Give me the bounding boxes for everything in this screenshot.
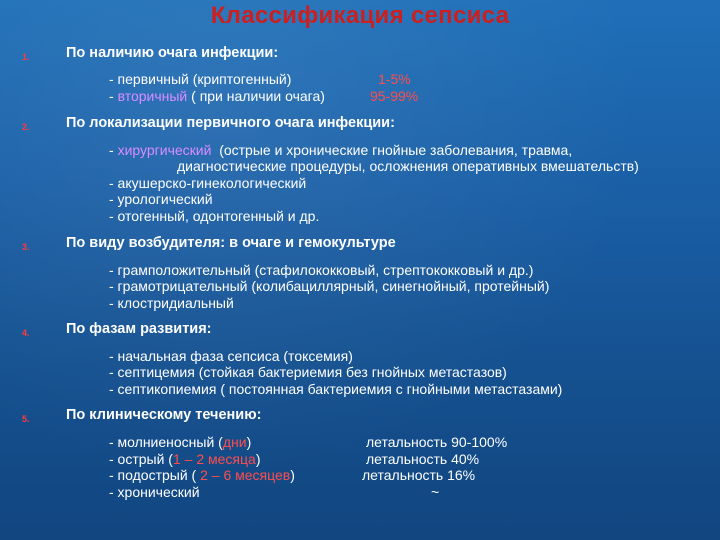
list-item: - грамотрицательный (колибациллярный, синегнойный, протейный) [109, 278, 550, 294]
section-heading: По клиническому течению: [66, 407, 262, 423]
list-dash: - [109, 142, 118, 158]
duration-value: 1 – 2 месяца [172, 451, 256, 467]
section-number: 4. [22, 328, 30, 338]
highlight-term: вторичный [117, 88, 188, 104]
mortality-value: ~ [431, 484, 440, 500]
section-number: 3. [22, 242, 30, 252]
list-text: - подострый ( [109, 467, 201, 483]
list-text: ) [255, 451, 261, 467]
list-item: - септикопиемия ( постоянная бактериемия с гнойными метастазами) [109, 381, 563, 397]
list-item-continuation: диагностические процедуры, осложнения оперативных вмешательств) [177, 158, 639, 174]
list-text: - острый ( [109, 451, 173, 467]
list-item [109, 142, 572, 158]
list-item: - септицемия (стойкая бактериемия без гнойных метастазов) [109, 364, 507, 380]
duration-value: 2 – 6 месяцев [200, 467, 291, 483]
list-item [109, 451, 260, 467]
list-text: ) [290, 467, 295, 483]
list-item: - клостридиальный [109, 295, 234, 311]
list-text: - молниеносный ( [109, 434, 223, 450]
duration-value: дни [222, 434, 247, 450]
list-item [109, 88, 325, 104]
slide-title: Классификация сепсиса [210, 2, 510, 29]
list-item: - акушерско-гинекологический [109, 175, 307, 191]
mortality-value: летальность 16% [362, 467, 476, 483]
list-item: - начальная фаза сепсиса (токсемия) [109, 348, 353, 364]
mortality-value: летальность 90-100% [366, 434, 508, 450]
list-text: ( при наличии очага) [187, 88, 325, 104]
percent-value: 95-99% [370, 88, 419, 104]
list-item: - хронический [109, 484, 200, 500]
section-heading: По наличию очага инфекции: [66, 45, 279, 61]
list-text: (острые и хронические гнойные заболевания, травма, [211, 142, 573, 158]
section-number: 2. [22, 122, 30, 132]
section-number: 5. [22, 414, 30, 424]
list-dash: - [109, 88, 118, 104]
list-item [109, 467, 295, 483]
highlight-term: хирургический [117, 142, 212, 158]
section-heading: По локализации первичного очага инфекции: [66, 115, 395, 131]
section-number: 1. [22, 52, 30, 62]
list-item: - отогенный, одонтогенный и др. [109, 208, 320, 224]
mortality-value: летальность 40% [366, 451, 480, 467]
list-text: ) [246, 434, 252, 450]
list-item: - первичный (криптогенный) [109, 71, 292, 87]
list-item [109, 434, 251, 450]
section-heading: По виду возбудителя: в очаге и гемокультуре [66, 235, 396, 251]
percent-value: 1-5% [378, 71, 411, 87]
section-heading: По фазам развития: [66, 321, 212, 337]
list-item: - урологический [109, 191, 213, 207]
list-item: - грамположительный (стафилококковый, стрептококковый и др.) [109, 262, 534, 278]
